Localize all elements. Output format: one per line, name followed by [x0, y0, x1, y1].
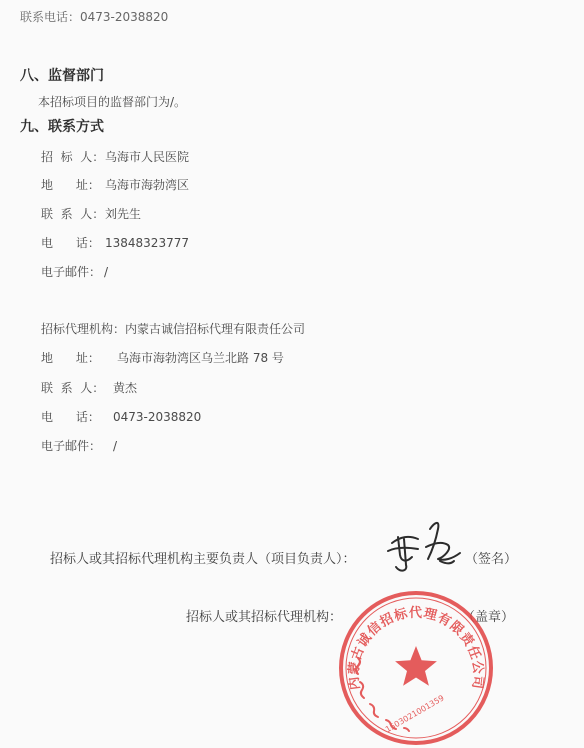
signature-line-suffix: （签名）	[465, 552, 518, 567]
tenderer-name-label: 招 标 人：	[41, 150, 105, 164]
agency-phone-label: 电 话：	[41, 410, 100, 424]
seal-star-icon	[395, 646, 437, 686]
tenderer-contact-label: 联 系 人：	[41, 207, 105, 221]
agency-name-value: 内蒙古诚信招标代理有限责任公司	[125, 322, 306, 336]
handwritten-signature	[378, 517, 468, 577]
section-9-title: 九、联系方式	[20, 119, 104, 135]
agency-address-value: 乌海市海勃湾区乌兰北路 78 号	[117, 351, 284, 365]
tenderer-contact-value: 刘先生	[105, 207, 142, 221]
agency-name-label: 招标代理机构：	[41, 322, 126, 336]
seal-line-label: 招标人或其招标代理机构：	[186, 610, 343, 625]
tenderer-phone-value: 13848323777	[105, 236, 189, 250]
section-8-body: 本招标项目的监督部门为/。	[38, 95, 187, 109]
tenderer-phone-label: 电 话：	[41, 236, 100, 250]
tenderer-name-value: 乌海市人民医院	[105, 150, 190, 164]
tenderer-address-value: 乌海市海勃湾区	[105, 178, 190, 192]
seal-number: 1503021001359	[383, 693, 446, 735]
agency-address-label: 地 址：	[41, 351, 100, 365]
seal-line-suffix: （盖章）	[462, 610, 515, 625]
section-8-title: 八、监督部门	[20, 68, 104, 84]
tenderer-address-label: 地 址：	[41, 178, 100, 192]
tenderer-email-label: 电子邮件：	[41, 265, 102, 279]
agency-phone-value: 0473-2038820	[113, 410, 202, 424]
signature-line-label: 招标人或其招标代理机构主要负责人（项目负责人）：	[50, 552, 356, 567]
company-seal-stamp	[336, 588, 496, 748]
agency-email-value: /	[113, 439, 118, 453]
agency-contact-value: 黄杰	[113, 381, 138, 395]
top-contact-phone: 联系电话：0473-2038820	[20, 10, 169, 24]
agency-email-label: 电子邮件：	[41, 439, 102, 453]
tenderer-email-value: /	[104, 265, 109, 279]
seal-ring-text: 内蒙古诚信招标代理有限责任公司	[346, 605, 486, 691]
agency-contact-label: 联 系 人：	[41, 381, 105, 395]
